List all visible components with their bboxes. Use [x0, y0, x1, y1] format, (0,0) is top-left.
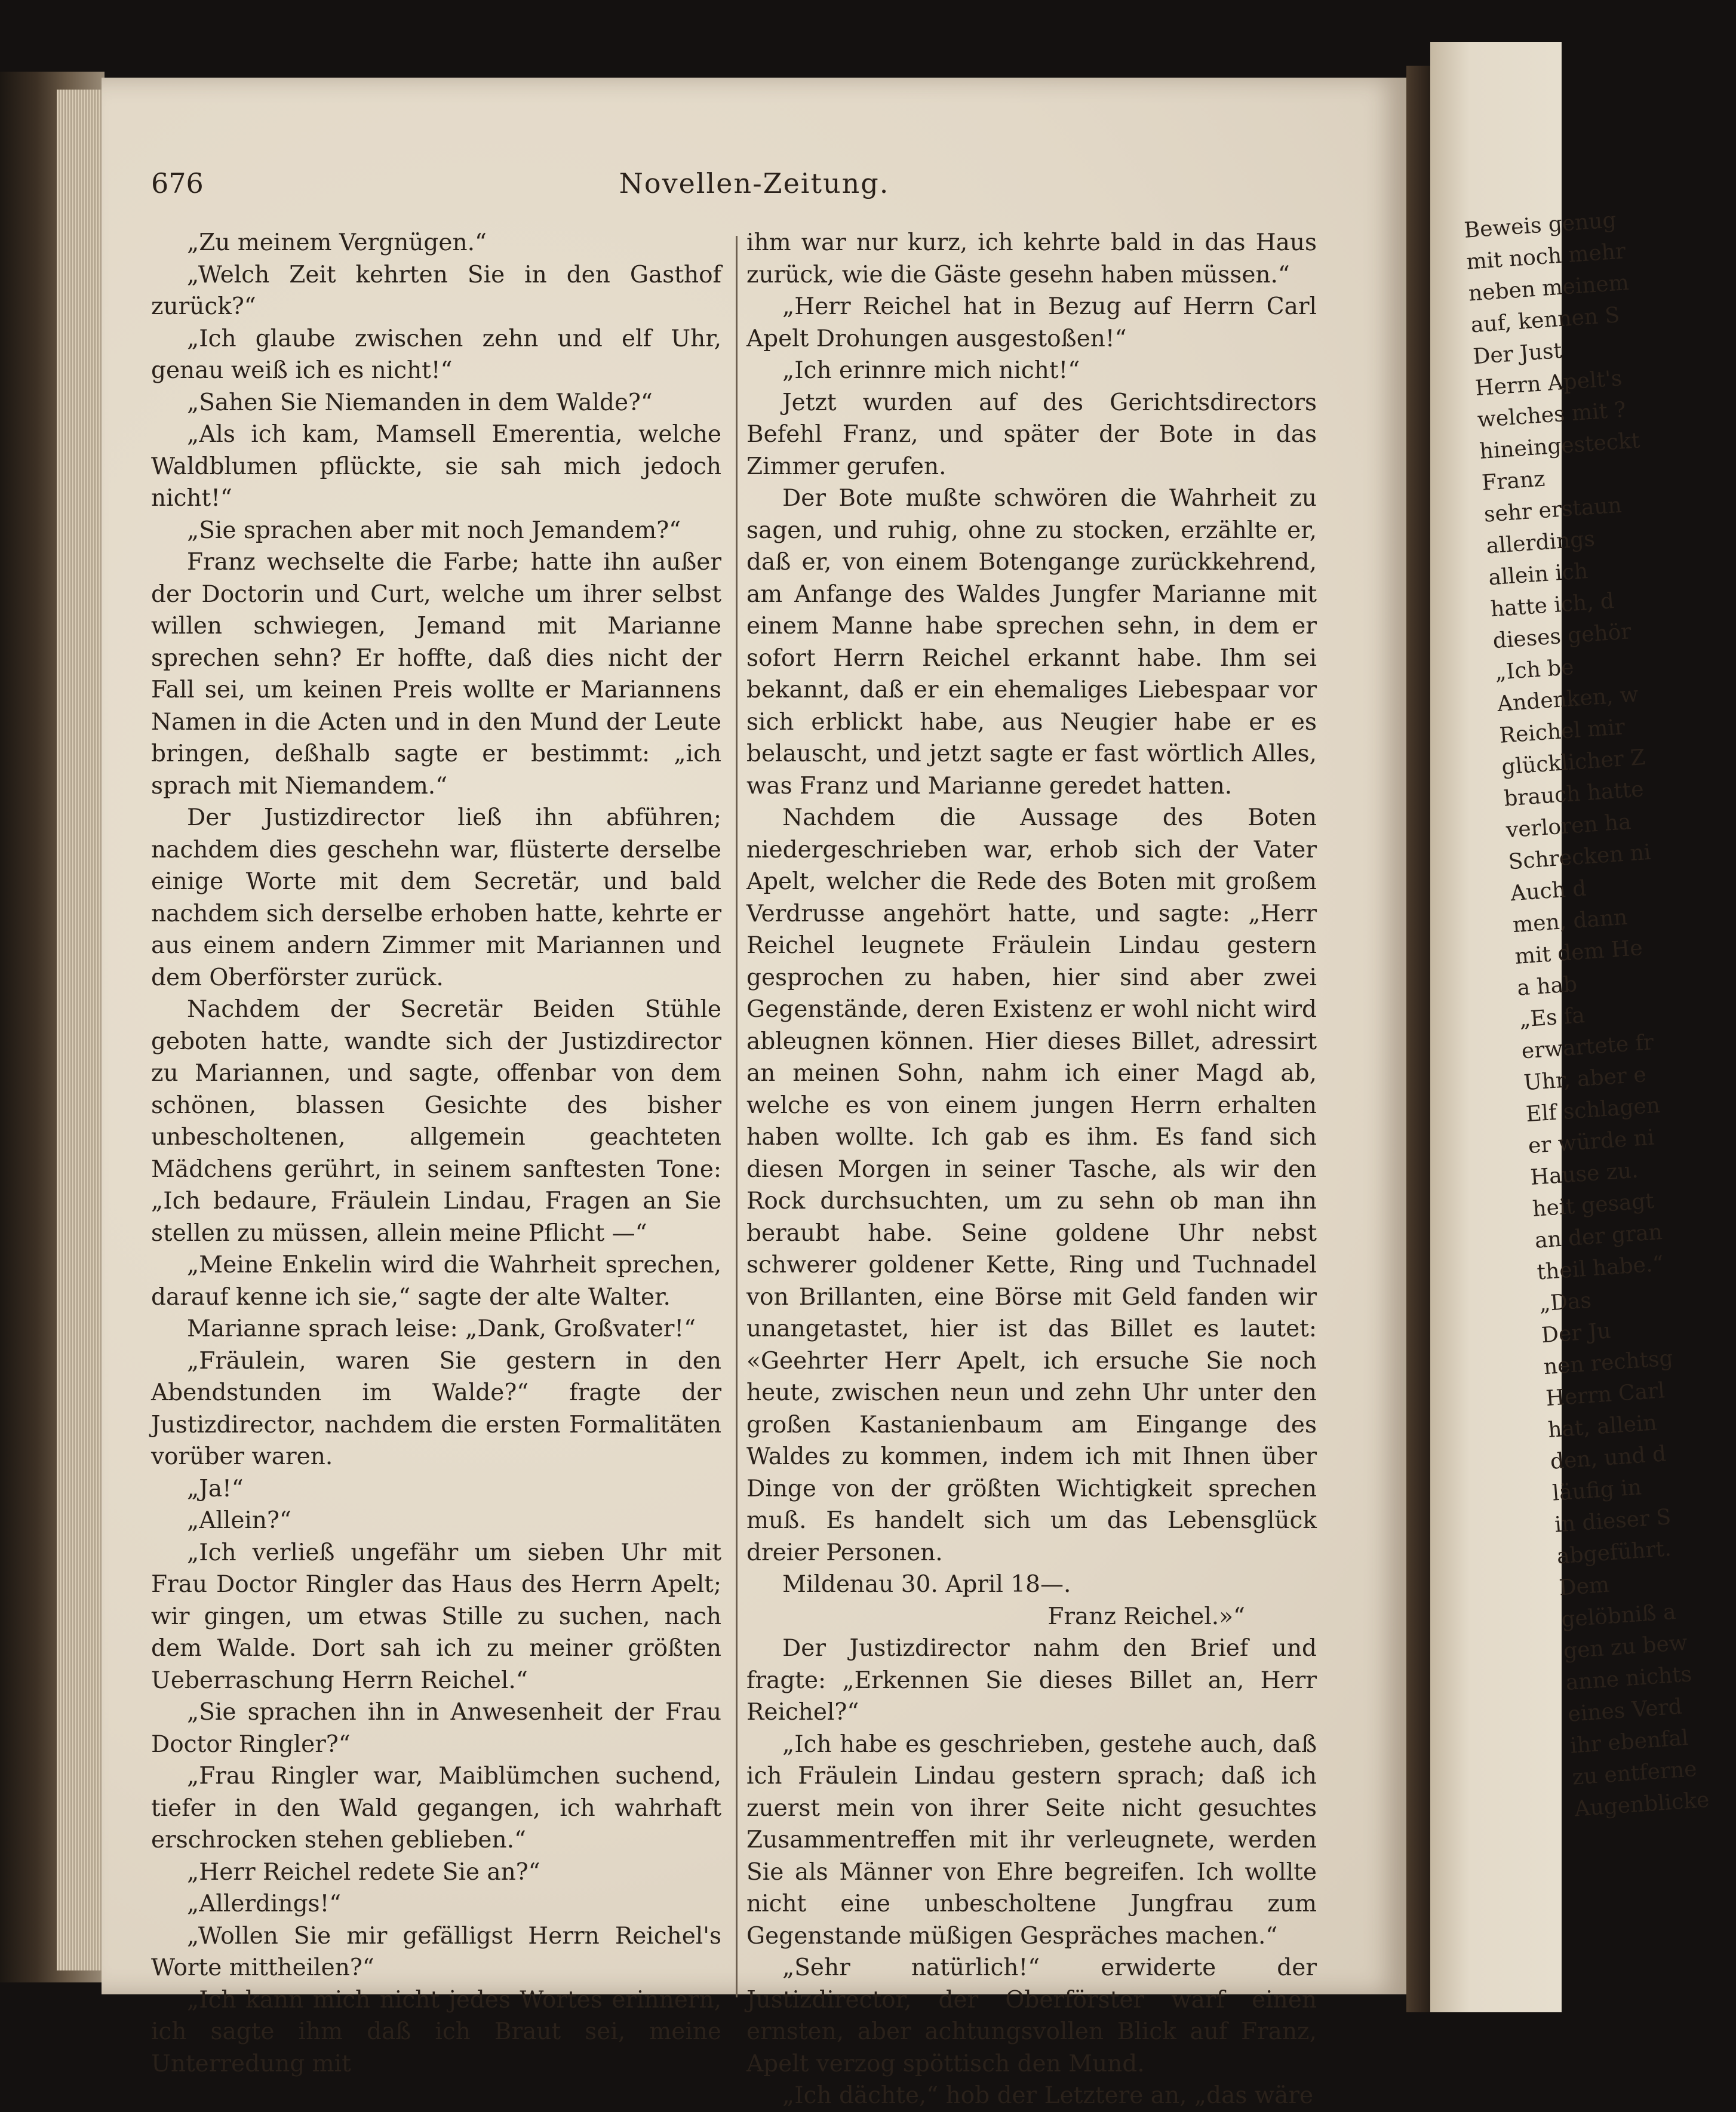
paragraph: ihm war nur kurz, ich kehrte bald in das Haus zurück, wie die Gäste gesehn haben müssen.“	[746, 229, 1317, 288]
adjacent-page-line: heit gesagt	[1532, 1188, 1655, 1222]
adjacent-page-line: Elf schlagen	[1525, 1093, 1661, 1127]
adjacent-page-line: Hause zu.	[1529, 1158, 1639, 1191]
paragraph: „Sie sprachen aber mit noch Jemandem?“	[187, 517, 681, 544]
adjacent-page-line: gelöbniß a	[1560, 1599, 1677, 1633]
adjacent-page-line: mit dem He	[1514, 936, 1643, 969]
page-header	[151, 167, 1357, 215]
adjacent-page-line: eines Verd	[1567, 1694, 1683, 1727]
book-page	[102, 78, 1406, 2109]
adjacent-page-line: hatte ich, d	[1489, 588, 1615, 622]
adjacent-page-text	[1463, 207, 1710, 1825]
adjacent-page-line: Der Just	[1472, 339, 1563, 370]
text-column-right	[746, 227, 1317, 2112]
adjacent-page-line: Uhr, aber e	[1523, 1062, 1648, 1096]
paragraph: Marianne sprach leise: „Dank, Großvater!“	[187, 1315, 696, 1342]
adjacent-page-line: „Das	[1538, 1288, 1593, 1317]
adjacent-page-line: an der gran	[1534, 1219, 1664, 1253]
adjacent-page-line: Beweis genug	[1463, 208, 1617, 243]
paragraph: „Herr Reichel hat in Bezug auf Herrn Carl Apelt Drohungen ausgestoßen!“	[746, 293, 1317, 352]
paragraph: „Ja!“	[187, 1475, 244, 1502]
paragraph: „Frau Ringler war, Maiblümchen suchend, tiefer in den Wald gegangen, ich wahrhaft erschrocken stehen geblieben.“	[151, 1763, 721, 1853]
paragraph: Der Bote mußte schwören die Wahrheit zu sagen, und ruhig, ohne zu stocken, erzählte er, daß er, von einem Botengange zurückkehrend, am Anfange des Waldes Jungfer Marianne mit einem Manne habe sprechen sehn, in dem er sofort Herrn Reichel erkannt habe. Ihm sei bekannt, daß er ein ehemaliges Liebespaar vor sich erblickt habe, aus Neugier habe er es belauscht, und jetzt sagte er fast wörtlich Alles, was Franz und Marianne geredet hatten.	[746, 485, 1317, 800]
column-divider	[736, 236, 738, 1997]
adjacent-page-line: Herrn Carl	[1545, 1378, 1666, 1412]
paragraph: „Sehr natürlich!“ erwiderte der Justizdirector, der Oberförster warf einen ernsten, aber achtungsvollen Blick auf Franz, Apelt verzog spöttisch den Mund.	[746, 1954, 1317, 2077]
paragraph: „Ich glaube zwischen zehn und elf Uhr, genau weiß ich es nicht!“	[151, 325, 721, 384]
text-column-left	[151, 227, 721, 2080]
adjacent-page-line: verloren ha	[1505, 809, 1632, 843]
adjacent-page-line: abgeführt.	[1556, 1536, 1672, 1569]
adjacent-page-line: in dieser S	[1553, 1505, 1672, 1538]
adjacent-page-line: ihr ebenfal	[1569, 1725, 1689, 1759]
paragraph: „Sie sprachen ihn in Anwesenheit der Frau Doctor Ringler?“	[151, 1699, 721, 1758]
adjacent-page-line: zu entferne	[1571, 1757, 1698, 1790]
adjacent-page-line: mit noch mehr	[1465, 239, 1627, 275]
paragraph: Der Justizdirector ließ ihn abführen; nachdem dies geschehn war, flüsterte derselbe einige Worte mit dem Secretär, und bald nachdem sich derselbe erhoben hatte, kehrte er aus einem andern Zimmer mit Mariannen und dem Oberförster zurück.	[151, 804, 721, 991]
adjacent-page-line: den, und d	[1549, 1441, 1667, 1474]
adjacent-page-line: „Ich be	[1494, 654, 1575, 685]
paragraph: „Wollen Sie mir gefälligst Herrn Reichel's Worte mittheilen?“	[151, 1922, 721, 1981]
adjacent-page-line: hat, allein	[1547, 1410, 1658, 1443]
adjacent-page	[1430, 42, 1710, 2012]
adjacent-page-line: theil habe.“	[1536, 1251, 1665, 1285]
paragraph: Franz Reichel.»“	[1047, 1603, 1245, 1630]
paragraph: Jetzt wurden auf des Gerichtsdirectors Befehl Franz, und später der Bote in das Zimmer gerufen.	[746, 389, 1317, 480]
adjacent-page-line: glücklicher Z	[1501, 745, 1646, 780]
adjacent-page-line: Auch d	[1510, 876, 1587, 906]
adjacent-page-line: er würde ni	[1527, 1125, 1655, 1159]
paragraph: „Ich dächte,“ hob der Letztere an, „das wäre	[782, 2082, 1314, 2109]
adjacent-page-line: gen zu bew	[1562, 1630, 1688, 1664]
adjacent-page-line: auf, kennen S	[1470, 303, 1621, 338]
paragraph: „Ich kann mich nicht jedes Wortes erinnern, ich sagte ihm daß ich Braut sei, meine Unterredung mit	[151, 1986, 721, 2077]
adjacent-page-line: Franz	[1480, 466, 1546, 496]
adjacent-page-line: Reichel mir	[1498, 715, 1626, 748]
adjacent-page-line: Dem	[1558, 1572, 1611, 1601]
adjacent-page-line: sehr erstaun	[1483, 493, 1623, 527]
paragraph: „Welch Zeit kehrten Sie in den Gasthof zurück?“	[151, 261, 721, 320]
paragraph: „Meine Enkelin wird die Wahrheit sprechen, darauf kenne ich sie,“ sagte der alte Walter.	[151, 1252, 721, 1311]
adjacent-page-line: nen rechtsg	[1543, 1346, 1674, 1380]
paragraph: „Zu meinem Vergnügen.“	[187, 229, 487, 256]
adjacent-page-line: Augenblicke	[1574, 1787, 1710, 1822]
paragraph: Der Justizdirector nahm den Brief und fragte: „Erkennen Sie dieses Billet an, Herr Reichel?“	[746, 1635, 1317, 1726]
page-number: 676	[151, 167, 204, 199]
paragraph: „Ich habe es geschrieben, gestehe auch, daß ich Fräulein Lindau gestern sprach; daß ich zuerst mein von ihrer Seite nicht gesuchtes Zusammentreffen mit ihr verleugnete, werden Sie als Männer von Ehre begreifen. Ich wollte nicht eine unbescholtene Jungfrau zum Gegenstande müßigen Gespräches machen.“	[746, 1730, 1317, 1950]
page-edges	[57, 90, 105, 1970]
paragraph: „Allein?“	[187, 1507, 291, 1534]
paragraph: „Sahen Sie Niemanden in dem Walde?“	[187, 389, 653, 416]
adjacent-page-line: Schrecken ni	[1507, 840, 1652, 875]
paragraph: Mildenau 30. April 18—.	[782, 1571, 1071, 1598]
paragraph: „Ich erinnre mich nicht!“	[782, 357, 1080, 384]
adjacent-page-line: allein ich	[1488, 558, 1589, 591]
paragraph: Nachdem die Aussage des Boten niedergeschrieben war, erhob sich der Vater Apelt, welcher die Rede des Boten mit großem Verdrusse angehört hatte, und sagte: „Herr Reichel leugnete Fräulein Lindau gestern gesprochen zu haben, hier sind aber zwei Gegenstände, deren Existenz er wohl nicht wird ableugnen können. Hier dieses Billet, adressirt an meinen Sohn, nahm ich einer Magd ab, welche es von einem jungen Herrn erhalten haben wollte. Ich gab es ihm. Es fand sich diesen Morgen in seiner Tasche, als wir den Rock durchsuchten, um zu sehn ob man ihn beraubt habe. Seine goldene Uhr nebst schwerer goldener Kette, Ring und Tuchnadel von Brillanten, eine Börse mit Geld fanden wir unangetastet, hier ist das Billet es lautet: «Geehrter Herr Apelt, ich ersuche Sie noch heute, zwischen neun und zehn Uhr unter den großen Kastanienbaum am Eingange des Waldes zu kommen, indem ich mit Ihnen über Dinge von der größten Wichtigkeit sprechen muß. Es handelt sich um das Lebensglück dreier Personen.	[746, 804, 1317, 1566]
adjacent-page-line: a hab	[1516, 972, 1578, 1001]
paragraph: Franz wechselte die Farbe; hatte ihn außer der Doctorin und Curt, welche um ihrer selbst willen schwiegen, Jemand mit Marianne sprechen sehn? Er hoffte, daß dies nicht der Fall sei, um keinen Preis wollte er Mariannens Namen in die Acten und in den Mund der Leute bringen, deßhalb sagte er bestimmt: „ich sprach mit Niemandem.“	[151, 549, 721, 800]
adjacent-page-line: brauch hatte	[1503, 777, 1645, 811]
paragraph: „Ich verließ ungefähr um sieben Uhr mit Frau Doctor Ringler das Haus des Herrn Apelt; wir gingen, um etwas Stille zu suchen, nach dem Walde. Dort sah ich zu meiner größten Ueberraschung Herrn Reichel.“	[151, 1539, 721, 1694]
paragraph: Nachdem der Secretär Beiden Stühle geboten hatte, wandte sich der Justizdirector zu Mariannen, und sagte, offenbar von dem schönen, blassen Gesichte des bisher unbescholtenen, allgemein geachteten Mädchens gerührt, in seinem sanftesten Tone: „Ich bedaure, Fräulein Lindau, Fragen an Sie stellen zu müssen, allein meine Pflicht —“	[151, 996, 721, 1247]
adjacent-page-line: Herrn Apelt's	[1474, 366, 1623, 401]
adjacent-page-line: welches mit ?	[1476, 397, 1627, 433]
adjacent-page-line: hineingesteckt	[1479, 428, 1641, 464]
paragraph: „Als ich kam, Mamsell Emerentia, welche Waldblumen pflückte, sie sah mich jedoch nicht!“	[151, 421, 721, 512]
paragraph: „Allerdings!“	[187, 1890, 342, 1917]
adjacent-page-line: läufig in	[1551, 1475, 1643, 1506]
paragraph: „Herr Reichel redete Sie an?“	[187, 1858, 540, 1886]
adjacent-page-line: dieses gehör	[1492, 619, 1632, 654]
paragraph: „Fräulein, waren Sie gestern in den Abendstunden im Walde?“ fragte der Justizdirector, nachdem die ersten Formalitäten vorüber waren.	[151, 1347, 721, 1470]
adjacent-page-line: Andenken, w	[1496, 682, 1639, 717]
adjacent-page-line: anne nichts	[1565, 1662, 1693, 1695]
adjacent-page-line: allerdings	[1485, 526, 1596, 559]
adjacent-page-line: erwartete fr	[1520, 1030, 1655, 1064]
adjacent-page-line: Der Ju	[1540, 1318, 1612, 1348]
adjacent-page-line: neben meinem	[1467, 270, 1630, 306]
running-head: Novellen-Zeitung.	[619, 167, 890, 199]
adjacent-page-line: „Es fa	[1518, 1003, 1586, 1032]
adjacent-page-line: men, dann	[1511, 905, 1629, 938]
